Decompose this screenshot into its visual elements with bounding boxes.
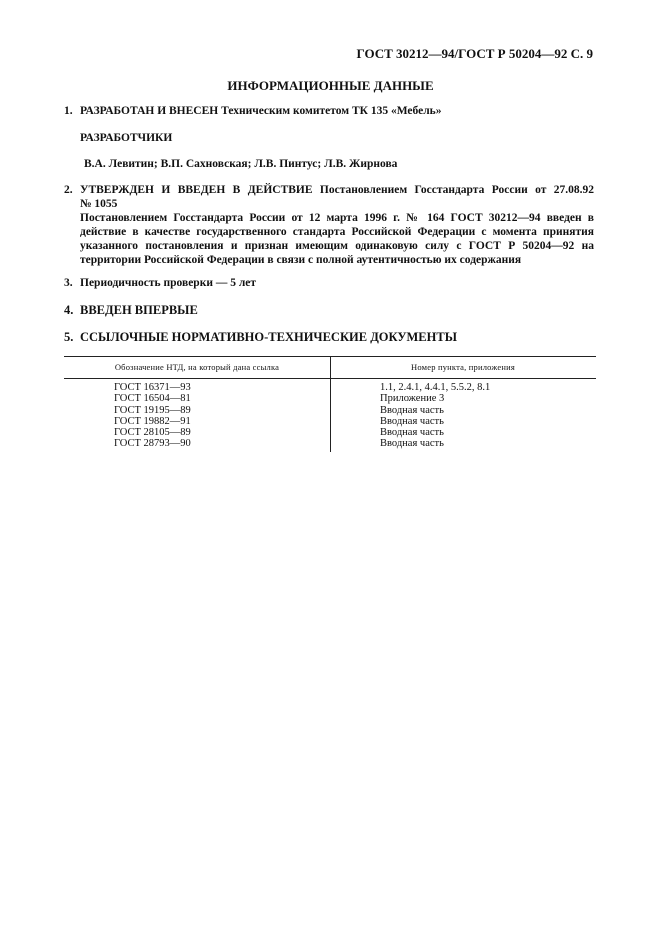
section-number: 1. [64, 105, 73, 117]
table-cell-ref: Вводная часть [380, 415, 444, 427]
section-4 [64, 303, 594, 317]
table-cell-ref: 1.1, 2.4.1, 4.4.1, 5.5.2, 8.1 [380, 382, 491, 393]
section-2-line1: УТВЕРЖДЕН И ВВЕДЕН В ДЕЙСТВИЕ Постановлением Госстандарта России от 27.08.92 [80, 184, 594, 196]
developers-block [64, 131, 594, 145]
section-1 [64, 104, 594, 118]
table-cell-doc: ГОСТ 19195—89 [114, 404, 191, 416]
section-3-text: Периодичность проверки — 5 лет [80, 277, 257, 289]
section-number: 2. [64, 184, 73, 196]
table-header-document: Обозначение НТД, на который дана ссылка [114, 362, 280, 372]
page-title: ИНФОРМАЦИОННЫЕ ДАННЫЕ [227, 78, 434, 93]
table-cell-doc: ГОСТ 16504—81 [114, 393, 191, 405]
section-number: 3. [64, 277, 73, 289]
table-column-references [380, 382, 490, 450]
page-header: ГОСТ 30212—94/ГОСТ Р 50204—92 С. 9 [356, 46, 593, 61]
section-1-text: РАЗРАБОТАН И ВНЕСЕН Техническим комитетом ТК 135 «Мебель» [80, 105, 442, 117]
section-4-text: ВВЕДЕН ВПЕРВЫЕ [80, 303, 198, 317]
section-2-paragraph: Постановлением Госстандарта России от 12 марта 1996 г. № 164 ГОСТ 30212—94 введен в действие в качестве государственного стандарта Российской Федерации с момента принятия указанного постановления и признан имеющим одинаковую силу с ГОСТ Р 50204—92 на территории Российской Федерации в связи с полной аутентичностью их содержания [80, 212, 594, 266]
section-number: 5. [64, 330, 74, 344]
section-3 [64, 276, 594, 290]
table-cell-doc: ГОСТ 28793—90 [114, 438, 191, 450]
table-cell-doc: ГОСТ 16371—93 [114, 382, 191, 393]
table-cell-ref: Вводная часть [380, 438, 444, 450]
developers-list [84, 157, 614, 171]
section-number: 4. [64, 303, 74, 317]
table-header-clause: Номер пункта, приложения [411, 362, 515, 372]
table-cell-doc: ГОСТ 28105—89 [114, 427, 191, 439]
table-cell-doc: ГОСТ 19882—91 [114, 415, 191, 427]
table-cell-ref: Приложение 3 [380, 393, 445, 405]
section-5 [64, 330, 594, 344]
section-5-text: ССЫЛОЧНЫЕ НОРМАТИВНО-ТЕХНИЧЕСКИЕ ДОКУМЕНТЫ [80, 330, 457, 344]
section-2 [64, 183, 594, 267]
table-column-documents [114, 382, 191, 450]
developers-heading: РАЗРАБОТЧИКИ [80, 132, 173, 144]
table-cell-ref: Вводная часть [380, 404, 444, 416]
section-2-line2: № 1055 [80, 198, 118, 210]
developers-names: В.А. Левитин; В.П. Сахновская; Л.В. Пинтус; Л.В. Жирнова [84, 158, 398, 170]
table-cell-ref: Вводная часть [380, 427, 444, 439]
